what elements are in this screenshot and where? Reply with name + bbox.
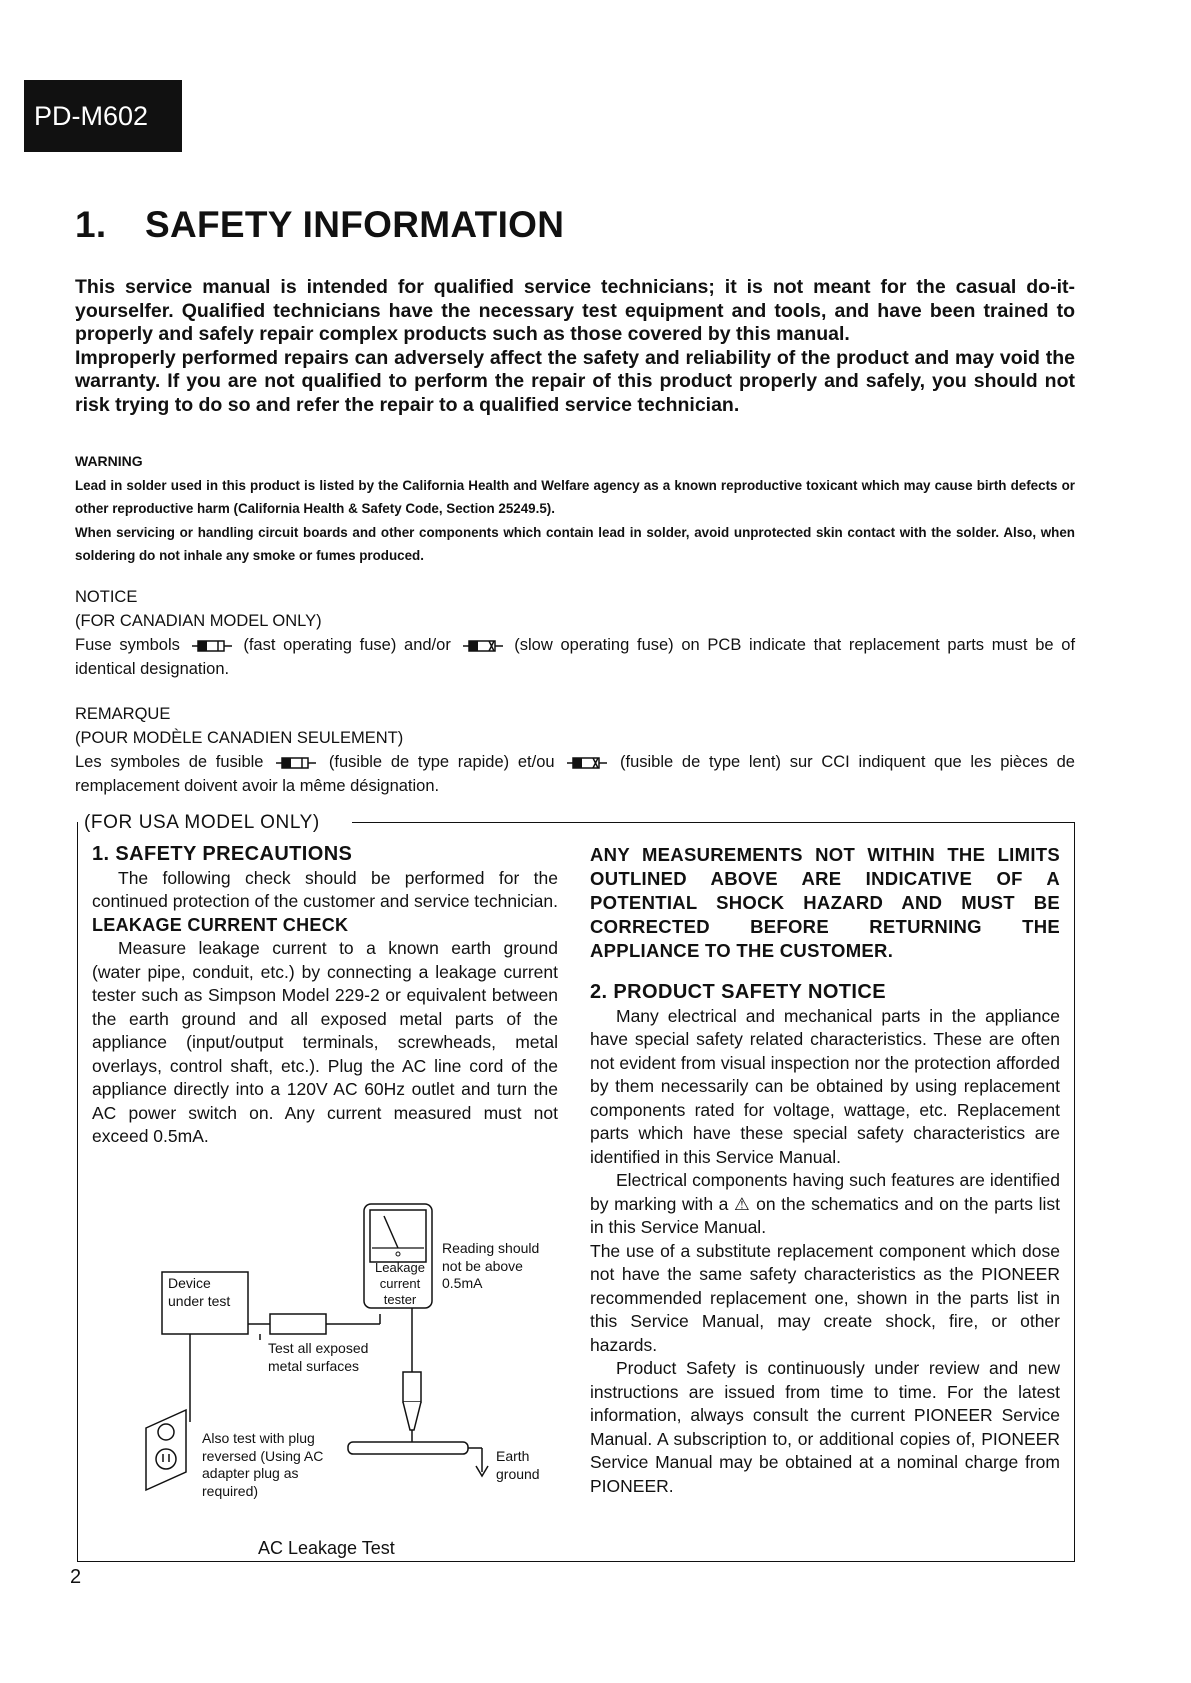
earth-ground-label: Earth ground [496,1448,540,1482]
diagram-caption: AC Leakage Test [258,1538,395,1558]
remarque-text-a: Les symboles de fusible [75,753,264,771]
product-safety-heading: 2. PRODUCT SAFETY NOTICE [590,981,886,1003]
fast-fuse-icon [192,639,232,653]
notice-subheading: (FOR CANADIAN MODEL ONLY) [75,612,322,630]
intro-paragraph-1: This service manual is intended for qualified service technicians; it is not meant for the casual do-it-yourselfer. Qualified technicians have the necessary test equipment and tools, and have been trained to properly and safely repair complex products such as those covered by this manual. [75,276,1075,345]
notice-text [75,633,1075,681]
leakage-check-heading: LEAKAGE CURRENT CHECK [92,914,349,935]
device-under-test-label: Device under test [168,1275,231,1309]
warning-heading: WARNING [75,453,143,469]
leakage-check-paragraph: Measure leakage current to a known earth ground (water pipe, conduit, etc.) by connecting a leakage current tester such as Simpson Model 229-2 or equivalent between the earth ground and all exposed metal parts of the appliance (input/output terminals, screwheads, metal overlays, control shaft, etc.). Plug the AC line cord of the appliance directly into a 120V AC 60Hz outlet and turn the AC power switch on. Any current measured must not exceed 0.5mA. [92,938,558,1146]
measurement-warning: ANY MEASUREMENTS NOT WITHIN THE LIMITS OUTLINED ABOVE ARE INDICATIVE OF A POTENTIAL SHOCK HAZARD AND MUST BE CORRECTED BEFORE RETURNING THE APPLIANCE TO THE CUSTOMER. [590,844,1060,961]
notice-text-b: (fast operating fuse) and/or [243,636,451,654]
safety-precautions-paragraph: The following check should be performed for the continued protection of the customer and service technician. [92,867,558,911]
remarque-text [75,750,1075,798]
intro [75,276,1075,417]
intro-paragraph-2: Improperly performed repairs can adversely affect the safety and reliability of the product and may void the warranty. If you are not qualified to perform the repair of this product properly and safely, you should not risk trying to do so and refer the repair to a qualified service technician. [75,346,1075,416]
usa-box-top-border [352,822,1075,823]
model-tab: PD-M602 [24,80,182,152]
product-safety-paragraph-2a: Electrical components having such features are identified by marking with a [590,1170,1060,1214]
reading-label: Reading should not be above 0.5mA [442,1240,540,1291]
remarque-subheading: (POUR MODÈLE CANADIEN SEULEMENT) [75,729,404,747]
remarque-text-b: (fusible de type rapide) et/ou [328,753,555,771]
product-safety-paragraph-1: Many electrical and mechanical parts in the appliance have special safety related characteristics. These are often not evident from visual inspection nor the protection afforded by them necessarily can be obtained by using replacement components rated for voltage, wattage, etc. Replacement parts which have these special safety characteristics are identified in this Service Manual. [590,1005,1060,1167]
section-title-text: SAFETY INFORMATION [145,204,565,245]
warning-block [75,450,1075,568]
usa-box-label [80,812,324,834]
slow-fuse-icon [463,639,503,653]
remarque-text-c: (fusible de type lent) sur CCI indiquent que les pièces de remplacement doivent avoir la même désignation. [75,753,1075,795]
notice-text-a: Fuse symbols [75,636,180,654]
usa-box-label-text: (FOR USA MODEL ONLY) [84,812,320,833]
safety-precautions [92,843,558,1149]
test-surfaces-label: Test all exposed metal surfaces [268,1340,369,1374]
remarque-block [75,702,1075,798]
product-safety-paragraph-4: Product Safety is continuously under review and new instructions are issued from time to time. For the latest information, always consult the current PIONEER Service Manual. A subscription to, or additional copies of, PIONEER Service Manual may be obtained at a nominal charge from PIONEER. [590,1358,1060,1496]
leakage-tester-label: Leakage current tester [375,1260,425,1307]
product-safety-paragraph-2b: on the schematics and on the parts list in this Service Manual. [590,1193,1060,1237]
caution-triangle-icon: ⚠ [734,1193,751,1214]
reverse-plug-label: Also test with plug reversed (Using AC adapter plug as required) [202,1430,324,1499]
notice-block [75,585,1075,681]
slow-fuse-icon [567,756,607,770]
ac-leakage-diagram [140,1200,560,1560]
product-safety-column [590,843,1060,1498]
notice-heading: NOTICE [75,588,138,606]
notice-text-c: (slow operating fuse) on PCB indicate that replacement parts must be of identical designation. [75,636,1076,678]
product-safety-paragraph-2 [590,1169,1060,1240]
warning-paragraph-1: Lead in solder used in this product is listed by the California Health and Welfare agency as a known reproductive toxicant which may cause birth defects or other reproductive harm (California Health & Safety Code, Section 25249.5). [75,477,1075,516]
warning-paragraph-2: When servicing or handling circuit boards and other components which contain lead in solder, avoid unprotected skin contact with the solder. Also, when soldering do not inhale any smoke or fumes produced. [75,524,1075,563]
remarque-heading: REMARQUE [75,705,171,723]
section-number: 1. [75,204,107,245]
fast-fuse-icon [276,756,316,770]
safety-precautions-heading: 1. SAFETY PRECAUTIONS [92,843,353,865]
product-safety-paragraph-3: The use of a substitute replacement component which dose not have the same safety characteristics as the PIONEER recommended replacement one, shown in the parts list in this Service Manual, may create shock, fire, or other hazards. [590,1240,1060,1355]
page-number: 2 [70,1566,82,1588]
section-title [75,204,564,246]
